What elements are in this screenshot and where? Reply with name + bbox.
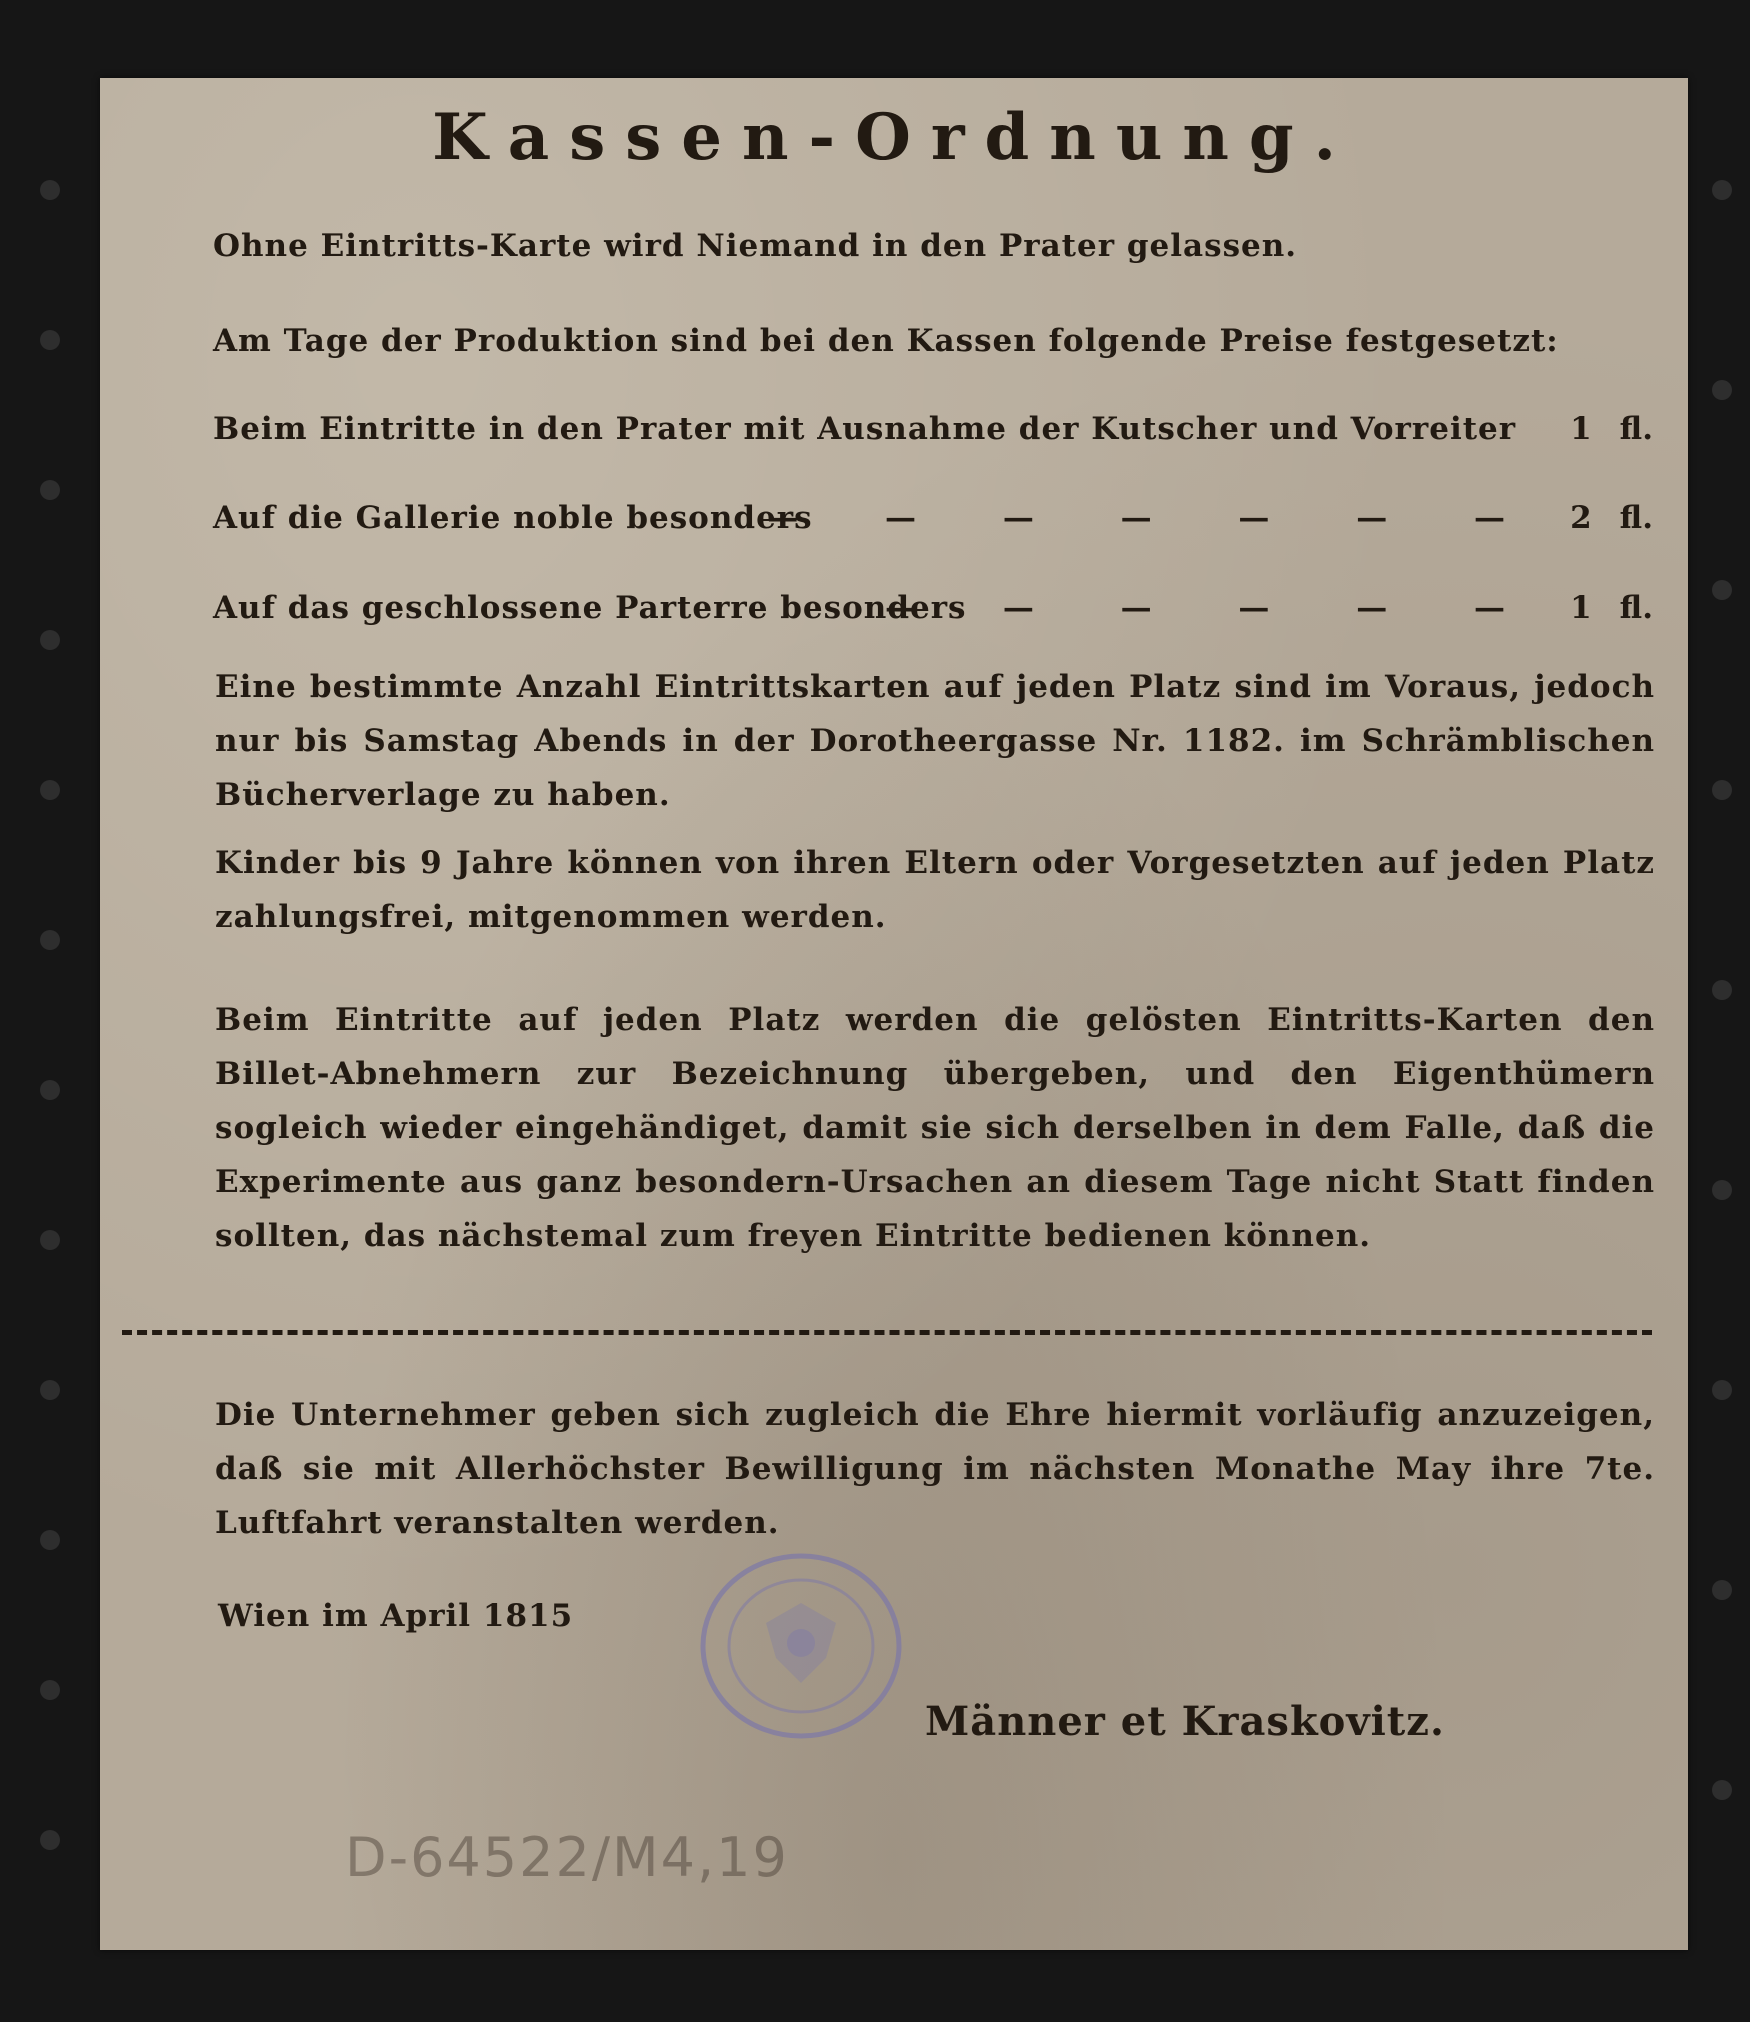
price-row-gallery — [213, 500, 1653, 540]
binder-hole — [1712, 580, 1732, 600]
binder-hole — [40, 480, 60, 500]
paragraph-announcement: Die Unternehmer geben sich zugleich die Ehre hiermit vorläufig anzuzeigen, daß sie mit Allerhöchster Bewilligung im nächsten Monathe May ihre 7te. Luftfahrt veranstalten werden. — [215, 1397, 1655, 1541]
binder-hole — [40, 330, 60, 350]
binder-hole — [1712, 1780, 1732, 1800]
price-value — [1542, 500, 1653, 536]
price-value — [1542, 411, 1653, 447]
binder-hole — [1712, 180, 1732, 200]
price-dashes: — — — — — — — [885, 590, 1543, 626]
price-unit: fl. — [1619, 500, 1653, 536]
binder-hole — [40, 780, 60, 800]
price-label: Auf die Gallerie noble besonders — [213, 500, 813, 536]
price-row-parterre — [213, 590, 1653, 630]
intro-line-prices: Am Tage der Produktion sind bei den Kassen folgende Preise festgesetzt: — [213, 323, 1559, 359]
price-row-prater — [213, 411, 1653, 451]
paragraph-ticket-collection: Beim Eintritte auf jeden Platz werden die gelösten Eintritts-Karten den Billet-Abnehmern zur Bezeichnung übergeben, und den Eigenthümern sogleich wieder eingehändiget, damit sie sich derselben in dem Falle, daß die Experimente aus ganz besondern-Ursachen an diesem Tage nicht Statt finden sollten, das nächstemal zum freyen Eintritte bedienen können. — [215, 1002, 1655, 1254]
signature: Männer et Kraskovitz. — [925, 1698, 1445, 1745]
binder-hole — [1712, 1380, 1732, 1400]
document-title: Kassen-Ordnung. — [432, 100, 1356, 175]
price-amount: 1 — [1570, 411, 1592, 447]
intro-line-admission: Ohne Eintritts-Karte wird Niemand in den Prater gelassen. — [213, 228, 1298, 264]
price-value — [1542, 590, 1653, 626]
paragraph-children: Kinder bis 9 Jahre können von ihren Eltern oder Vorgesetzten auf jeden Platz zahlungsfrei, mitgenommen werden. — [215, 845, 1655, 935]
binder-hole — [40, 1380, 60, 1400]
binder-hole — [1712, 1180, 1732, 1200]
date-line: Wien im April 1815 — [218, 1598, 574, 1634]
binder-hole — [40, 1680, 60, 1700]
binder-hole — [1712, 1580, 1732, 1600]
binder-hole — [40, 1830, 60, 1850]
library-stamp-icon — [696, 1548, 906, 1744]
binder-hole — [40, 180, 60, 200]
price-dashes: — — — — — — — — [767, 500, 1543, 536]
price-label: Auf das geschlossene Parterre besonders — [213, 590, 967, 626]
document-sheet — [100, 78, 1688, 1950]
paragraph-advance-tickets: Eine bestimmte Anzahl Eintrittskarten auf jeden Platz sind im Voraus, jedoch nur bis Samstag Abends in der Dorotheergasse Nr. 1182. im Schrämblischen Bücherverlage zu haben. — [215, 669, 1655, 813]
price-amount: 1 — [1570, 590, 1592, 626]
binder-hole — [40, 630, 60, 650]
binder-hole — [1712, 780, 1732, 800]
price-label: Beim Eintritte in den Prater mit Ausnahme der Kutscher und Vorreiter — [213, 411, 1517, 447]
binder-hole — [40, 930, 60, 950]
section-divider — [122, 1330, 1652, 1335]
price-unit: fl. — [1619, 411, 1653, 447]
price-unit: fl. — [1619, 590, 1653, 626]
shelfmark: D-64522/M4,19 — [345, 1826, 789, 1889]
binder-hole — [1712, 380, 1732, 400]
binder-hole — [40, 1530, 60, 1550]
binder-hole — [40, 1230, 60, 1250]
binder-hole — [1712, 980, 1732, 1000]
binder-hole — [40, 1080, 60, 1100]
price-amount: 2 — [1570, 500, 1592, 536]
